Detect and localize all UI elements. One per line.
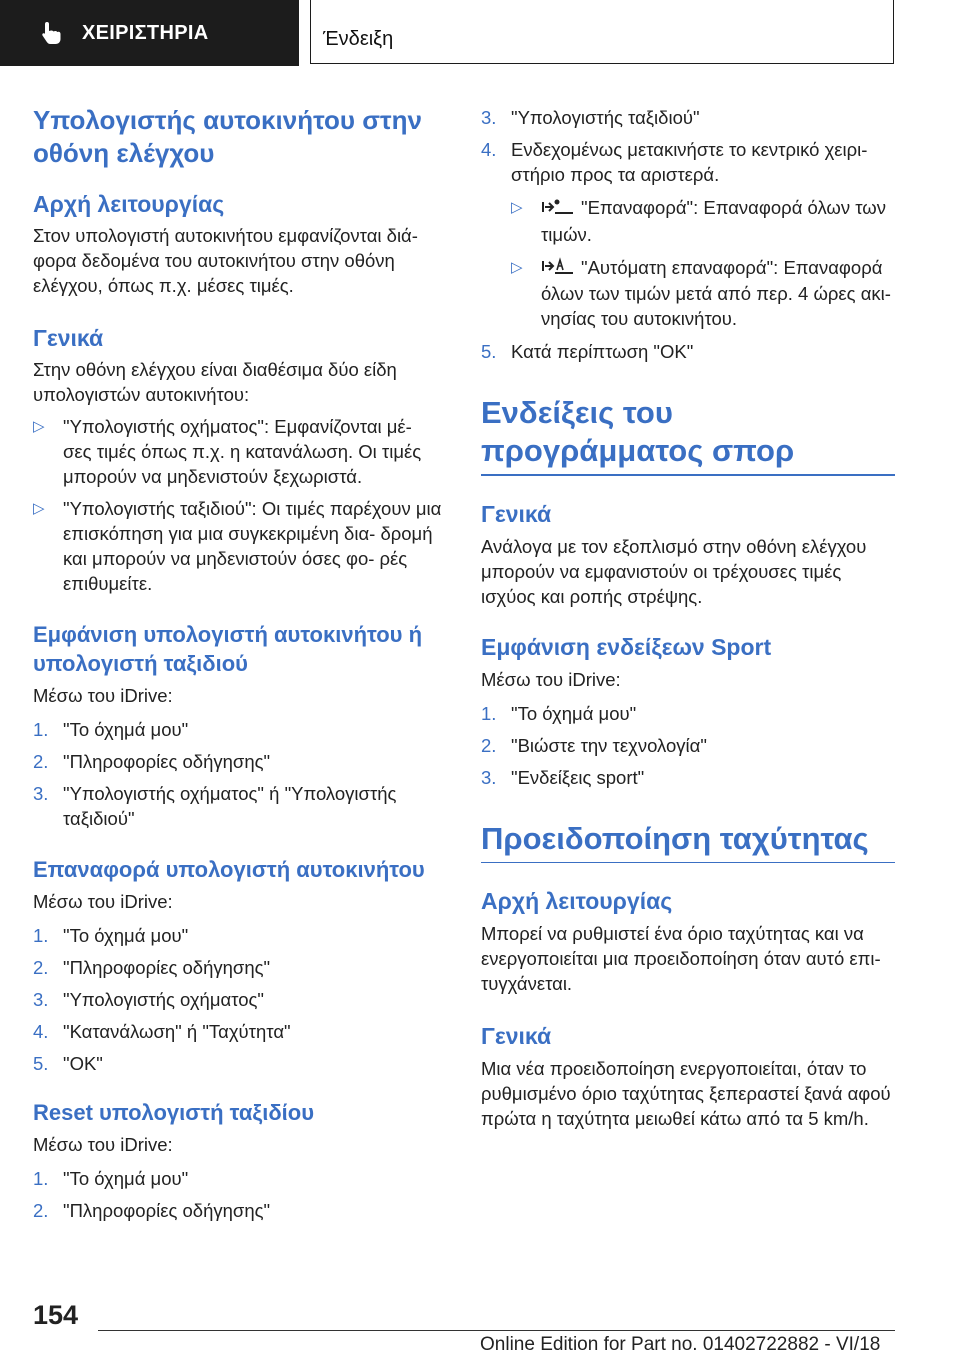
reset-steps (33, 923, 443, 1076)
breadcrumb: Ένδειξη (323, 28, 394, 50)
display-steps (33, 717, 443, 831)
list-item: 3. "Υπολογιστής οχήματος" ή "Υπολογιστής ταξιδιού" (33, 783, 397, 829)
list-item: 3. "Ενδείξεις sport" (481, 766, 645, 788)
sport-general-heading: Γενικά (481, 500, 552, 527)
list-item: ▷ "Επαναφορά": Επαναφορά όλων των τιμών. (511, 197, 887, 245)
section-title: ΧΕΙΡΙΣΤΗΡΙΑ (82, 21, 209, 44)
list-item: 2. "Πληροφορίες οδήγησης" (33, 957, 271, 978)
list-item: ▷ "Υπολογιστής ταξιδιού": Οι τιμές παρέχουν μια επισκόπηση για μια συγκεκριμένη δια- δρομή και μπορούν να μηδενιστούν όσες φο- ρές επιθυμείτε. (33, 498, 442, 594)
edition-note: Online Edition for Part no. 01402722882 - VI/18 (480, 1334, 881, 1355)
left-column (33, 100, 443, 1223)
section-tab (0, 0, 299, 66)
page-number: 154 (33, 1300, 79, 1330)
speed-principle-heading: Αρχή λειτουργίας (481, 888, 673, 915)
reset-intro: Μέσω του iDrive: (33, 891, 173, 912)
triangle-bullet-icon: ▷ (33, 418, 45, 435)
list-item: 4. Ενδεχομένως μετακινήστε το κεντρικό χειρι- στήριο προς τα αριστερά. (481, 139, 868, 185)
trip-steps-continued (481, 105, 895, 187)
sport-steps (481, 701, 895, 790)
speed-general-text: Μια νέα προειδοποίηση ενεργοποιείται, όταν το ρυθμισμένο όριο ταχύτητας ξεπεραστεί ξανά αφού πρώτα η ταχύτητα μειωθεί κάτω από τα 5 km/h. (481, 1058, 891, 1130)
trip-reset-heading: Reset υπολογιστή ταξιδίου (33, 1100, 315, 1125)
reset-heading: Επαναφορά υπολογιστή αυτοκινήτου (33, 857, 425, 882)
list-item: 1. "Το όχημά μου" (33, 719, 189, 740)
list-item: 2. "Πληροφορίες οδήγησης" (33, 1200, 271, 1221)
sport-display-heading: Εμφάνιση ενδείξεων Sport (481, 633, 772, 660)
list-item: 1. "Το όχημά μου" (33, 1168, 189, 1189)
auto-reset-icon (541, 256, 575, 281)
trip-reset-intro: Μέσω του iDrive: (33, 1134, 173, 1155)
reset-icon (541, 197, 575, 222)
list-item: 3. "Υπολογιστής οχήματος" (33, 989, 264, 1010)
list-item: ▷ "Υπολογιστής οχήματος": Εμφανίζονται μέ- σες τιμές όπως π.χ. η κατανάλωση. Οι τιμές μπορούν να μηδενιστούν ξεχωριστά. (33, 416, 422, 487)
list-item: 2. "Πληροφορίες οδήγησης" (33, 751, 271, 772)
speed-warning-heading: Προειδοποίηση ταχύτητας (481, 820, 869, 856)
sport-heading: Ενδείξεις του προγράμματος σπορ (481, 395, 795, 469)
trip-reset-steps (33, 1166, 443, 1223)
principle-heading: Αρχή λειτουργίας (33, 191, 225, 217)
list-item: 4. "Κατανάλωση" ή "Ταχύτητα" (33, 1021, 291, 1042)
speed-general-heading: Γενικά (481, 1023, 552, 1050)
triangle-bullet-icon: ▷ (511, 258, 523, 276)
list-item: 3. "Υπολογιστής ταξιδιού" (481, 107, 700, 128)
list-item: 1. "Το όχημά μου" (33, 925, 189, 946)
page-header (0, 0, 960, 66)
display-heading: Εμφάνιση υπολογιστή αυτοκινήτου ή υπολογιστή ταξιδιού (33, 622, 423, 676)
footer-divider (98, 1330, 895, 1331)
heading-divider (481, 862, 895, 864)
right-column (481, 100, 895, 1131)
trip-step-five (481, 339, 895, 364)
list-item: 1. "Το όχημά μου" (481, 702, 637, 724)
list-item: ▷ "Αυτόματη επαναφορά": Επαναφορά όλων των τιμών μετά από περ. 4 ώρες ακι- νησίας του αυτοκινήτου. (511, 256, 891, 330)
page-heading: Υπολογιστής αυτοκινήτου στην οθόνη ελέγχου (33, 105, 422, 168)
sport-general-text: Ανάλογα με τον εξοπλισμό στην οθόνη ελέγχου μπορούν να εμφανιστούν οι τρέχουσες τιμές ισχύος και ροπής στρέψης. (481, 535, 867, 607)
triangle-bullet-icon: ▷ (511, 199, 523, 216)
list-item: 5. "OK" (33, 1053, 103, 1074)
list-item: 5. Κατά περίπτωση "OK" (481, 341, 694, 363)
reset-options (481, 195, 895, 331)
heading-divider (481, 474, 895, 476)
display-intro: Μέσω του iDrive: (33, 685, 173, 706)
list-item: 2. "Βιώστε την τεχνολογία" (481, 734, 707, 756)
general-bullets (33, 414, 443, 596)
hand-pointer-icon (38, 20, 64, 46)
general-text: Στην οθόνη ελέγχου είναι διαθέσιμα δύο είδη υπολογιστών αυτοκινήτου: (33, 359, 397, 405)
general-heading: Γενικά (33, 325, 104, 351)
breadcrumb-box (310, 0, 894, 64)
sport-intro: Μέσω του iDrive: (481, 668, 621, 690)
speed-principle-text: Μπορεί να ρυθμιστεί ένα όριο ταχύτητας και να ενεργοποιείται μια προειδοποίηση όταν αυτό επι- τυγχάνεται. (481, 923, 881, 995)
principle-text: Στον υπολογιστή αυτοκινήτου εμφανίζονται διά- φορα δεδομένα του αυτοκινήτου στην οθόνη ελέγχου, όπως π.χ. μέσες τιμές. (33, 225, 418, 296)
triangle-bullet-icon: ▷ (33, 500, 45, 517)
